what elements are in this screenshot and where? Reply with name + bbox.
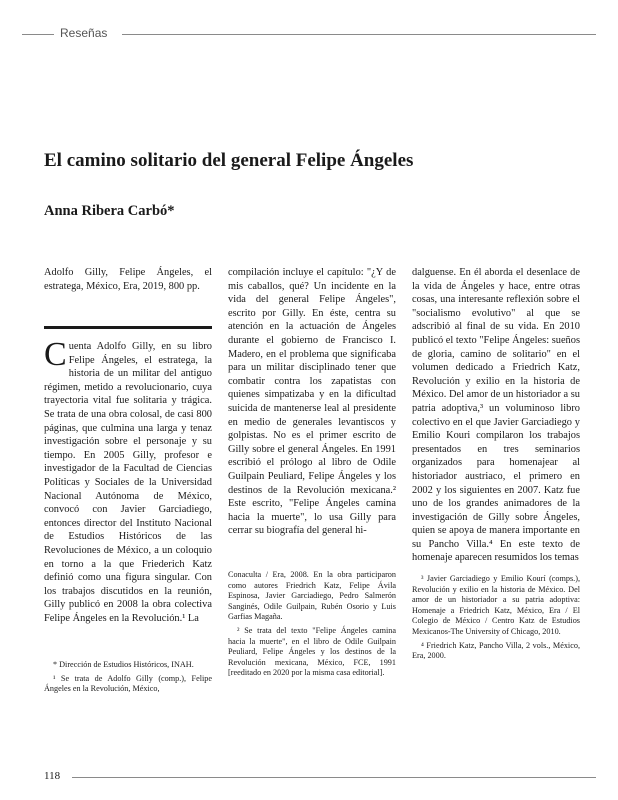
footnotes-column-3 xyxy=(412,574,580,665)
footer-rule xyxy=(72,777,596,778)
footnote: ⁴ Friedrich Katz, Pancho Villa, 2 vols., México, Era, 2000. xyxy=(412,640,580,661)
footnotes-column-1 xyxy=(44,660,212,698)
body-text-3: dalguense. En él aborda el desenlace de la vida de Ángeles y hace, entre otras cosas, una interesante reflexión sobre el "socialismo evolutivo" al que se adscribió al final de su vida. En 2010 publicó el texto "Felipe Ángeles: sueños de gloria, camino de solitario" en el volumen dedicado a Friedrich Katz, Revolución y exilio en la historia de México. Del amor de un historiador a su patria adoptiva,³ un voluminoso libro colectivo en el que Javier Garciadiego y Emilio Kouri compilaron los trabajos presentados en tres seminarios organizados para homenajear al historiador austriaco, el primero en 2002 y los siguientes en 2007. Katz fue uno de los grandes animadores de la investigación de Gilly sobre Ángeles, quien se apoya de manera importante en su Pancho Villa.⁴ En este texto de homenaje aparecen resumidos los temas xyxy=(412,267,580,564)
body-column-3 xyxy=(412,266,580,565)
book-reference xyxy=(44,266,212,293)
section-label: Reseñas xyxy=(60,26,108,40)
section-divider xyxy=(44,326,212,329)
body-text-1: uenta Adolfo Gilly, en su libro Felipe Ángeles, el estratega, la historia de un militar del antiguo régimen, metido a revolucionario, cuya trayectoria vital fue solitaria y trágica. Se trata de una obra colosal, de casi 800 páginas, que culmina una larga y tenaz investigación sobre el personaje y su tiempo. En 2005 Gilly, profesor e investigador de la Facultad de Ciencias Políticas y Sociales de la Universidad Nacional Autónoma de México, convocó con Javier Garciadiego, entonces director del Instituto Nacional de Estudios Históricos de las Revoluciones de México, a un coloquio en torno a la que Friederich Katz definió como una figura singular. Con los trabajos discutidos en la reunión, Gilly publicó en 2008 la obra colectiva Felipe Ángeles en la Revolución.¹ La xyxy=(44,341,212,624)
body-text-2: compilación incluye el capítulo: "¿Y de mis caballos, qué? Un incidente en la vida del general Felipe Ángeles", escrito por Gilly. En éste, centra su atención en la actuación de Ángeles durante el gobierno de Francisco I. Madero, en el problema que significaba para un militar disciplinado tener que combatir contra los zapatistas con quienes simpatizaba y en la dificultad suicida de mantenerse leal al presidente en medio de generales levantiscos y golpistas. No es el primer escrito de Gilly sobre el general Ángeles. En 1991 escribió el prólogo al libro de Odile Guilpain Peuliard, Felipe Ángeles y los destinos de la Revolución mexicana.² Este escrito, "Felipe Ángeles camina hacia la muerte", lo usa Gilly para cerrar su biografía del general hi- xyxy=(228,267,396,537)
body-column-1 xyxy=(44,336,212,625)
footnote: ² Se trata del texto "Felipe Ángeles camina hacia la muerte", en el libro de Odile Guilpain Peuliard, Felipe Ángeles y los destinos de la Revolución mexicana, México, FCE, 1991 [reeditado en 2020 por la misma casa editorial]. xyxy=(228,625,396,678)
body-column-2 xyxy=(228,266,396,538)
header-rule-left xyxy=(22,34,54,35)
drop-cap: C xyxy=(44,336,67,373)
footnote: Conaculta / Era, 2008. En la obra participaron como autores Friedrich Katz, Felipe Ávila Espinosa, Javier Garciadiego, Pedro Salmerón Sanginés, Odile Guilpain, Rubén Osorio y Luis Garfias Magaña. xyxy=(228,570,396,622)
article-title: El camino solitario del general Felipe Ángeles xyxy=(44,150,414,171)
page-number: 118 xyxy=(44,770,61,782)
book-reference-text: Adolfo Gilly, Felipe Ángeles, el estratega, México, Era, 2019, 800 pp. xyxy=(44,267,212,292)
footnote: ³ Javier Garciadiego y Emilio Kourí (comps.), Revolución y exilio en la historia de México. Del amor de un historiador a su patria adoptiva: Homenaje a Friedrich Katz, México, Era / El Colegio de México / Centro Katz de Estudios Mexicanos-The University of Chicago, 2010. xyxy=(412,574,580,636)
header-rule-right xyxy=(122,34,596,35)
footnotes-column-2 xyxy=(228,570,396,682)
running-header xyxy=(22,26,596,42)
footnote: ¹ Se trata de Adolfo Gilly (comp.), Felipe Ángeles en la Revolución, México, xyxy=(44,673,212,694)
footnote: * Dirección de Estudios Históricos, INAH. xyxy=(53,660,194,669)
article-author: Anna Ribera Carbó* xyxy=(44,203,175,219)
